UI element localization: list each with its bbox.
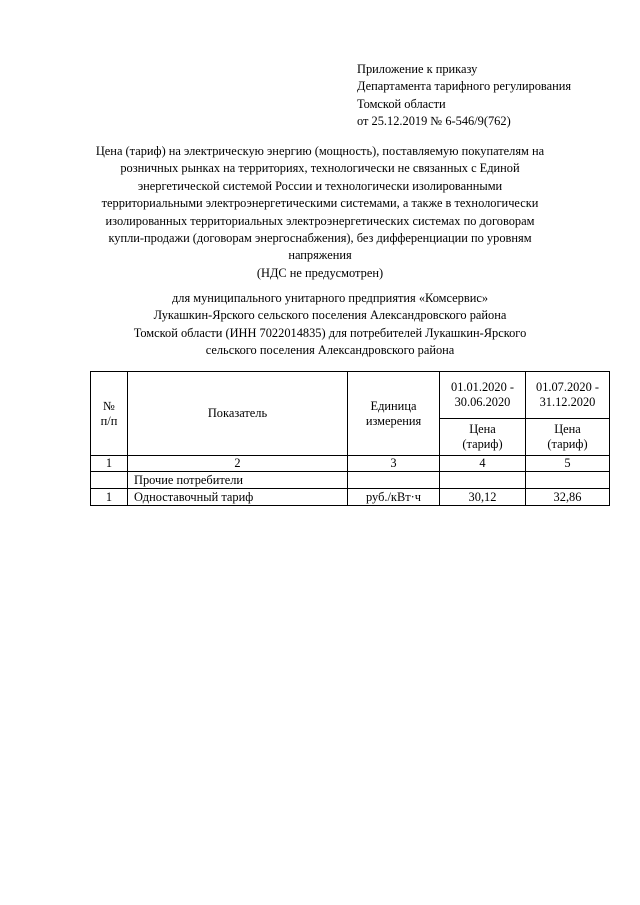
column-index-cell: 4 bbox=[440, 456, 526, 472]
header-line: от 25.12.2019 № 6-546/9(762) bbox=[357, 114, 511, 129]
header-line: Департамента тарифного регулирования bbox=[357, 79, 572, 94]
column-index-cell: 3 bbox=[348, 456, 440, 472]
subject-line: Лукашкин-Ярского сельского поселения Александровского района bbox=[153, 308, 507, 323]
header-text: Цена bbox=[469, 422, 496, 436]
header-text: (тариф) bbox=[547, 437, 588, 451]
column-index-cell: 2 bbox=[128, 456, 348, 472]
header-text: п/п bbox=[100, 413, 118, 428]
header-cell-number bbox=[91, 372, 128, 456]
tariff-table bbox=[90, 371, 610, 506]
header-cell-period-2 bbox=[526, 372, 610, 419]
empty-cell bbox=[348, 472, 440, 489]
header-cell-price-2 bbox=[526, 419, 610, 456]
empty-cell bbox=[526, 472, 610, 489]
empty-cell bbox=[91, 472, 128, 489]
header-text: Цена bbox=[554, 422, 581, 436]
header-text: 01.01.2020 - bbox=[451, 380, 514, 394]
title-line: розничных рынках на территориях, технологически не связанных с Единой bbox=[120, 161, 520, 176]
subject-line: сельского поселения Александровского района bbox=[205, 343, 455, 358]
table-row bbox=[91, 489, 610, 506]
header-line: Приложение к приказу bbox=[357, 62, 478, 76]
row-indicator-cell: Одноставочный тариф bbox=[128, 489, 348, 506]
header-text: Единица bbox=[370, 398, 417, 413]
row-value-cell-2: 32,86 bbox=[526, 489, 610, 506]
title-line: энергетической системой России и технологически изолированными bbox=[137, 178, 503, 193]
title-line: (НДС не предусмотрен) bbox=[256, 265, 384, 280]
title-line: территориальными электроэнергетическими системами, а также в технологически bbox=[101, 196, 539, 211]
row-value-cell-1: 30,12 bbox=[440, 489, 526, 506]
header-text: 01.07.2020 - bbox=[536, 380, 599, 394]
title-line: купли-продажи (договорам энергоснабжения), без дифференциации по уровням bbox=[108, 231, 532, 246]
column-index-cell: 5 bbox=[526, 456, 610, 472]
document-title bbox=[78, 143, 562, 282]
header-text: № bbox=[103, 398, 115, 413]
organization-description bbox=[110, 290, 550, 360]
title-line: напряжения bbox=[288, 248, 352, 263]
header-text: 30.06.2020 bbox=[454, 395, 511, 409]
title-line: Цена (тариф) на электрическую энергию (мощность), поставляемую покупателям на bbox=[95, 144, 545, 158]
header-cell-unit bbox=[348, 372, 440, 456]
table-header-row bbox=[91, 372, 610, 419]
row-number-cell: 1 bbox=[91, 489, 128, 506]
empty-cell bbox=[440, 472, 526, 489]
header-cell-period-1 bbox=[440, 372, 526, 419]
header-line: Томской области bbox=[357, 96, 446, 111]
column-index-row bbox=[91, 456, 610, 472]
column-index-cell: 1 bbox=[91, 456, 128, 472]
group-row bbox=[91, 472, 610, 489]
header-text: (тариф) bbox=[462, 437, 503, 451]
row-unit-cell: руб./кВт·ч bbox=[348, 489, 440, 506]
order-reference-header bbox=[357, 61, 571, 131]
header-cell-indicator: Показатель bbox=[128, 372, 348, 456]
subject-line: Томской области (ИНН 7022014835) для потребителей Лукашкин-Ярского bbox=[133, 325, 527, 340]
group-label-cell: Прочие потребители bbox=[128, 472, 348, 489]
subject-line: для муниципального унитарного предприятия «Комсервис» bbox=[171, 291, 489, 305]
title-line: изолированных территориальных электроэнергетических системах по договорам bbox=[105, 213, 535, 228]
header-text: 31.12.2020 bbox=[539, 395, 596, 409]
header-cell-price-1 bbox=[440, 419, 526, 456]
header-text: измерения bbox=[365, 413, 422, 428]
